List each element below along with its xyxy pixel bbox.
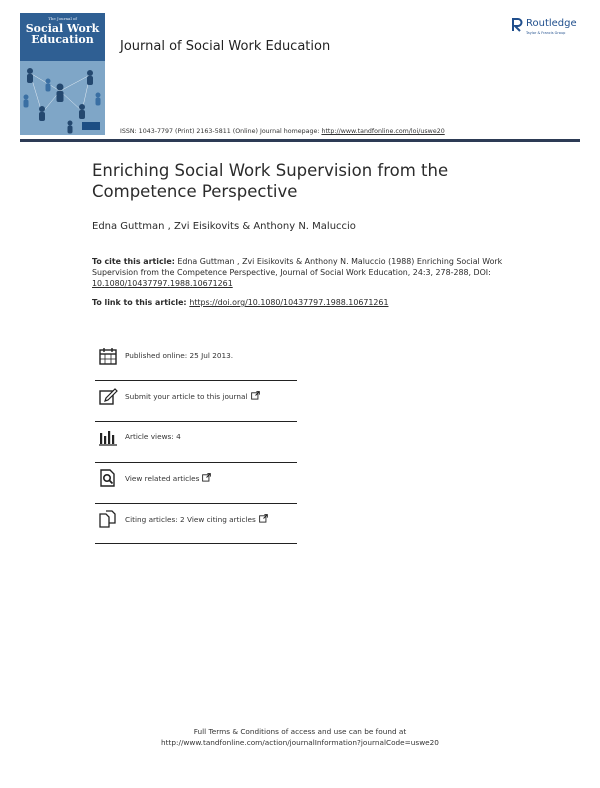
article-doi-link[interactable]: https://doi.org/10.1080/10437797.1988.10671261 [189, 298, 389, 307]
footer-terms-text: Full Terms & Conditions of access and use can be found at [193, 727, 407, 736]
calendar-icon [98, 346, 118, 366]
cover-title-line1: Social Work [25, 22, 100, 35]
issn-text: ISSN: 1043-7797 (Print) 2163-5811 (Online) Journal homepage: [120, 128, 322, 135]
external-link-icon [259, 514, 268, 523]
document-search-icon [98, 468, 118, 488]
related-articles-text: View related articles [125, 474, 200, 483]
meta-divider [95, 543, 297, 544]
journal-title: Journal of Social Work Education [120, 39, 331, 54]
related-articles-item[interactable] [95, 468, 297, 498]
citing-articles-label[interactable] [125, 514, 268, 524]
cover-badge [82, 122, 100, 130]
submit-article-text: Submit your article to this journal [125, 392, 248, 401]
cite-doi-link[interactable]: 10.1080/10437797.1988.10671261 [92, 279, 233, 288]
meta-divider [95, 462, 297, 463]
footer [100, 727, 500, 748]
published-online-item [95, 346, 297, 376]
journal-cover [20, 13, 105, 135]
article-views-label: Article views: 4 [125, 432, 181, 441]
meta-divider [95, 380, 297, 381]
submit-article-item[interactable] [95, 386, 297, 416]
citing-articles-text: Citing articles: 2 View citing articles [125, 515, 256, 524]
meta-divider [95, 503, 297, 504]
meta-divider [95, 421, 297, 422]
article-views-item [95, 427, 297, 457]
routledge-logo-icon [511, 18, 523, 32]
publisher-subtitle: Taylor & Francis Group [526, 31, 566, 35]
article-link-line [92, 298, 388, 307]
edit-icon [98, 386, 118, 406]
citing-documents-icon [98, 509, 118, 529]
article-title: Enriching Social Work Supervision from the Competence Perspective [92, 161, 449, 201]
cover-title [20, 23, 105, 45]
cover-title-line2: Education [31, 33, 94, 46]
published-online-label: Published online: 25 Jul 2013. [125, 351, 234, 360]
related-articles-label[interactable] [125, 473, 211, 483]
external-link-icon [251, 391, 260, 400]
submit-article-label[interactable] [125, 391, 260, 401]
citing-articles-item[interactable] [95, 509, 297, 539]
cite-label: To cite this article: [92, 257, 175, 266]
header-rule [20, 139, 580, 142]
cover-small-text: The Journal of [48, 16, 77, 21]
link-label: To link to this article: [92, 298, 190, 307]
external-link-icon [202, 473, 211, 482]
footer-terms-url[interactable]: http://www.tandfonline.com/action/journalInformation?journalCode=uswe20 [161, 737, 439, 747]
bar-chart-icon [98, 427, 118, 447]
cite-text: Edna Guttman , Zvi Eisikovits & Anthony N. Maluccio (1988) Enriching Social Work Supervision from the Competence Perspective, Journal of Social Work Education, 24:3, 278-288, DOI: [92, 257, 503, 277]
citation-block [92, 256, 512, 289]
article-authors: Edna Guttman , Zvi Eisikovits & Anthony N. Maluccio [92, 221, 356, 232]
publisher-name: Routledge [526, 18, 577, 29]
issn-line [120, 128, 445, 135]
cover-header [20, 13, 105, 61]
journal-homepage-link[interactable]: http://www.tandfonline.com/loi/uswe20 [321, 128, 445, 135]
